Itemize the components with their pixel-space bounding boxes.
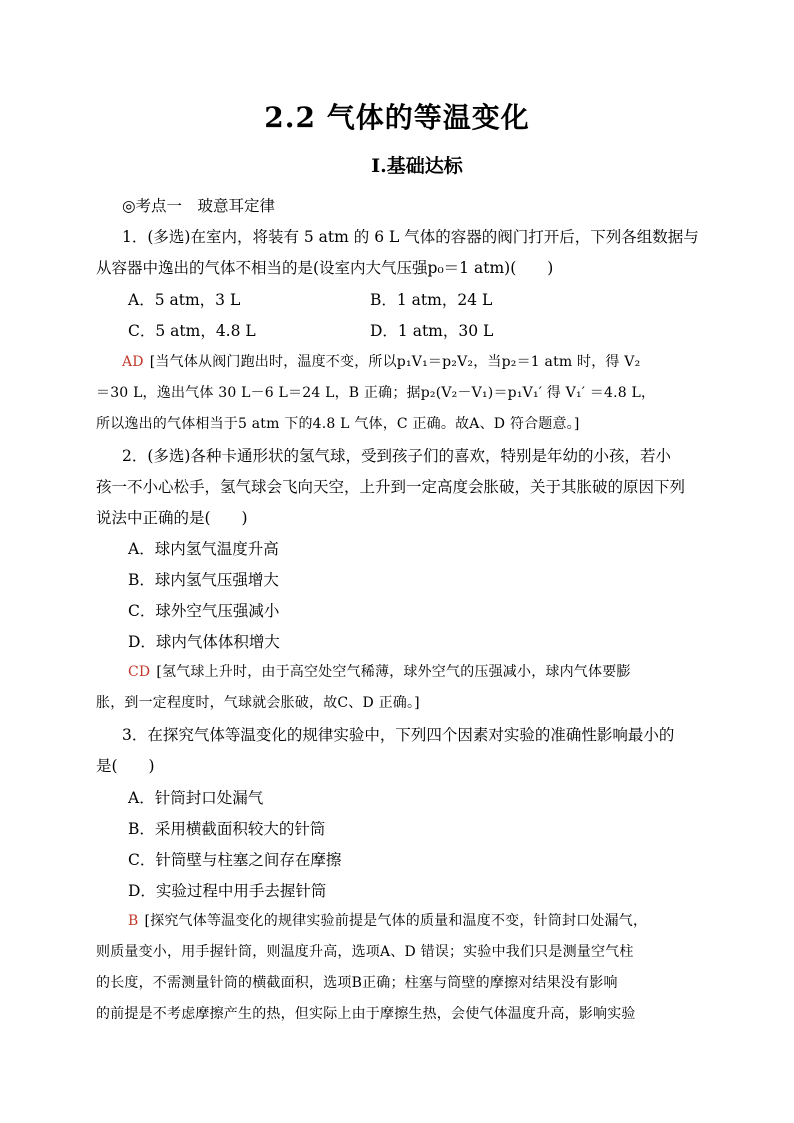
q3-option-a: A．针筒封口处漏气 [128,789,264,807]
q1-stem-line1: 1．(多选)在室内，将装有 5 atm 的 6 L 气体的容器的阀门打开后，下列各组数据与 [122,228,699,246]
q2-option-d: D．球内气体体积增大 [128,633,280,651]
q3-explanation-line1 [128,910,647,930]
q3-option-c: C．针筒壁与柱塞之间存在摩擦 [128,851,342,869]
q2-option-b: B．球内氢气压强增大 [128,571,279,589]
page-title: 2.2 气体的等温变化 [264,101,530,134]
q1-option-d: D．1 atm，30 L [370,322,494,340]
q2-explanation-line1 [128,661,631,681]
q2-option-c: C．球外空气压强减小 [128,602,280,620]
q1-option-c: C．5 atm，4.8 L [128,322,256,340]
q1-explanation-line2: ＝30 L，逸出气体 30 L－6 L＝24 L，B 正确；据p₂(V₂－V₁)＝p₁V₁′ 得 V₁′ ＝4.8 L， [96,385,656,401]
q2-explanation-line2: 胀，到一定程度时，气球就会胀破，故C、D 正确。] [96,695,420,711]
q3-option-d: D．实验过程中用手去握针筒 [128,882,327,900]
q3-explanation-text1: [探究气体等温变化的规律实验前提是气体的质量和温度不变，针筒封口处漏气， [144,913,648,929]
q1-stem-line2: 从容器中逸出的气体不相当的是(设室内大气压强p₀＝1 atm)( ) [96,259,554,277]
q1-explanation-line3: 所以逸出的气体相当于5 atm 下的4.8 L 气体，C 正确。故A、D 符合题意。] [96,416,580,432]
q2-option-a: A．球内氢气温度升高 [128,540,279,558]
q3-explanation-line4: 的前提是不考虑摩擦产生的热，但实际上由于摩擦生热，会使气体温度升高，影响实验 [96,1006,636,1022]
q2-stem-line3: 说法中正确的是( ) [96,509,248,527]
q1-option-a: A．5 atm，3 L [128,291,241,309]
q3-explanation-line2: 则质量变小，用手握针筒，则温度升高，选项A、D 错误；实验中我们只是测量空气柱 [96,944,634,960]
q3-option-b: B．采用横截面积较大的针筒 [128,820,326,838]
q3-explanation-line3: 的长度，不需测量针筒的横截面积，选项B正确；柱塞与筒壁的摩擦对结果没有影响 [96,975,618,991]
q2-stem-line2: 孩一不小心松手，氢气球会飞向天空，上升到一定高度会胀破，关于其胀破的原因下列 [96,478,686,496]
topic-heading: ◎考点一 玻意耳定律 [122,197,276,215]
q3-stem-line2: 是( ) [96,757,155,775]
q1-answer-key: AD [122,354,144,370]
q3-answer-key: B [128,913,139,929]
q3-stem-line1: 3．在探究气体等温变化的规律实验中，下列四个因素对实验的准确性影响最小的 [122,726,675,744]
q1-explanation-text1: [当气体从阀门跑出时，温度不变，所以p₁V₁＝p₂V₂，当p₂＝1 atm 时，得 V₂ [149,354,641,370]
q2-explanation-text1: [氢气球上升时，由于高空处空气稀薄，球外空气的压强减小，球内气体要膨 [156,664,631,680]
section-heading: Ⅰ.基础达标 [371,155,463,177]
q1-option-b: B．1 atm，24 L [370,291,493,309]
q1-explanation-line1 [122,351,640,371]
q2-stem-line1: 2．(多选)各种卡通形状的氢气球，受到孩子们的喜欢，特别是年幼的小孩，若小 [122,447,671,465]
q2-answer-key: CD [128,664,151,680]
